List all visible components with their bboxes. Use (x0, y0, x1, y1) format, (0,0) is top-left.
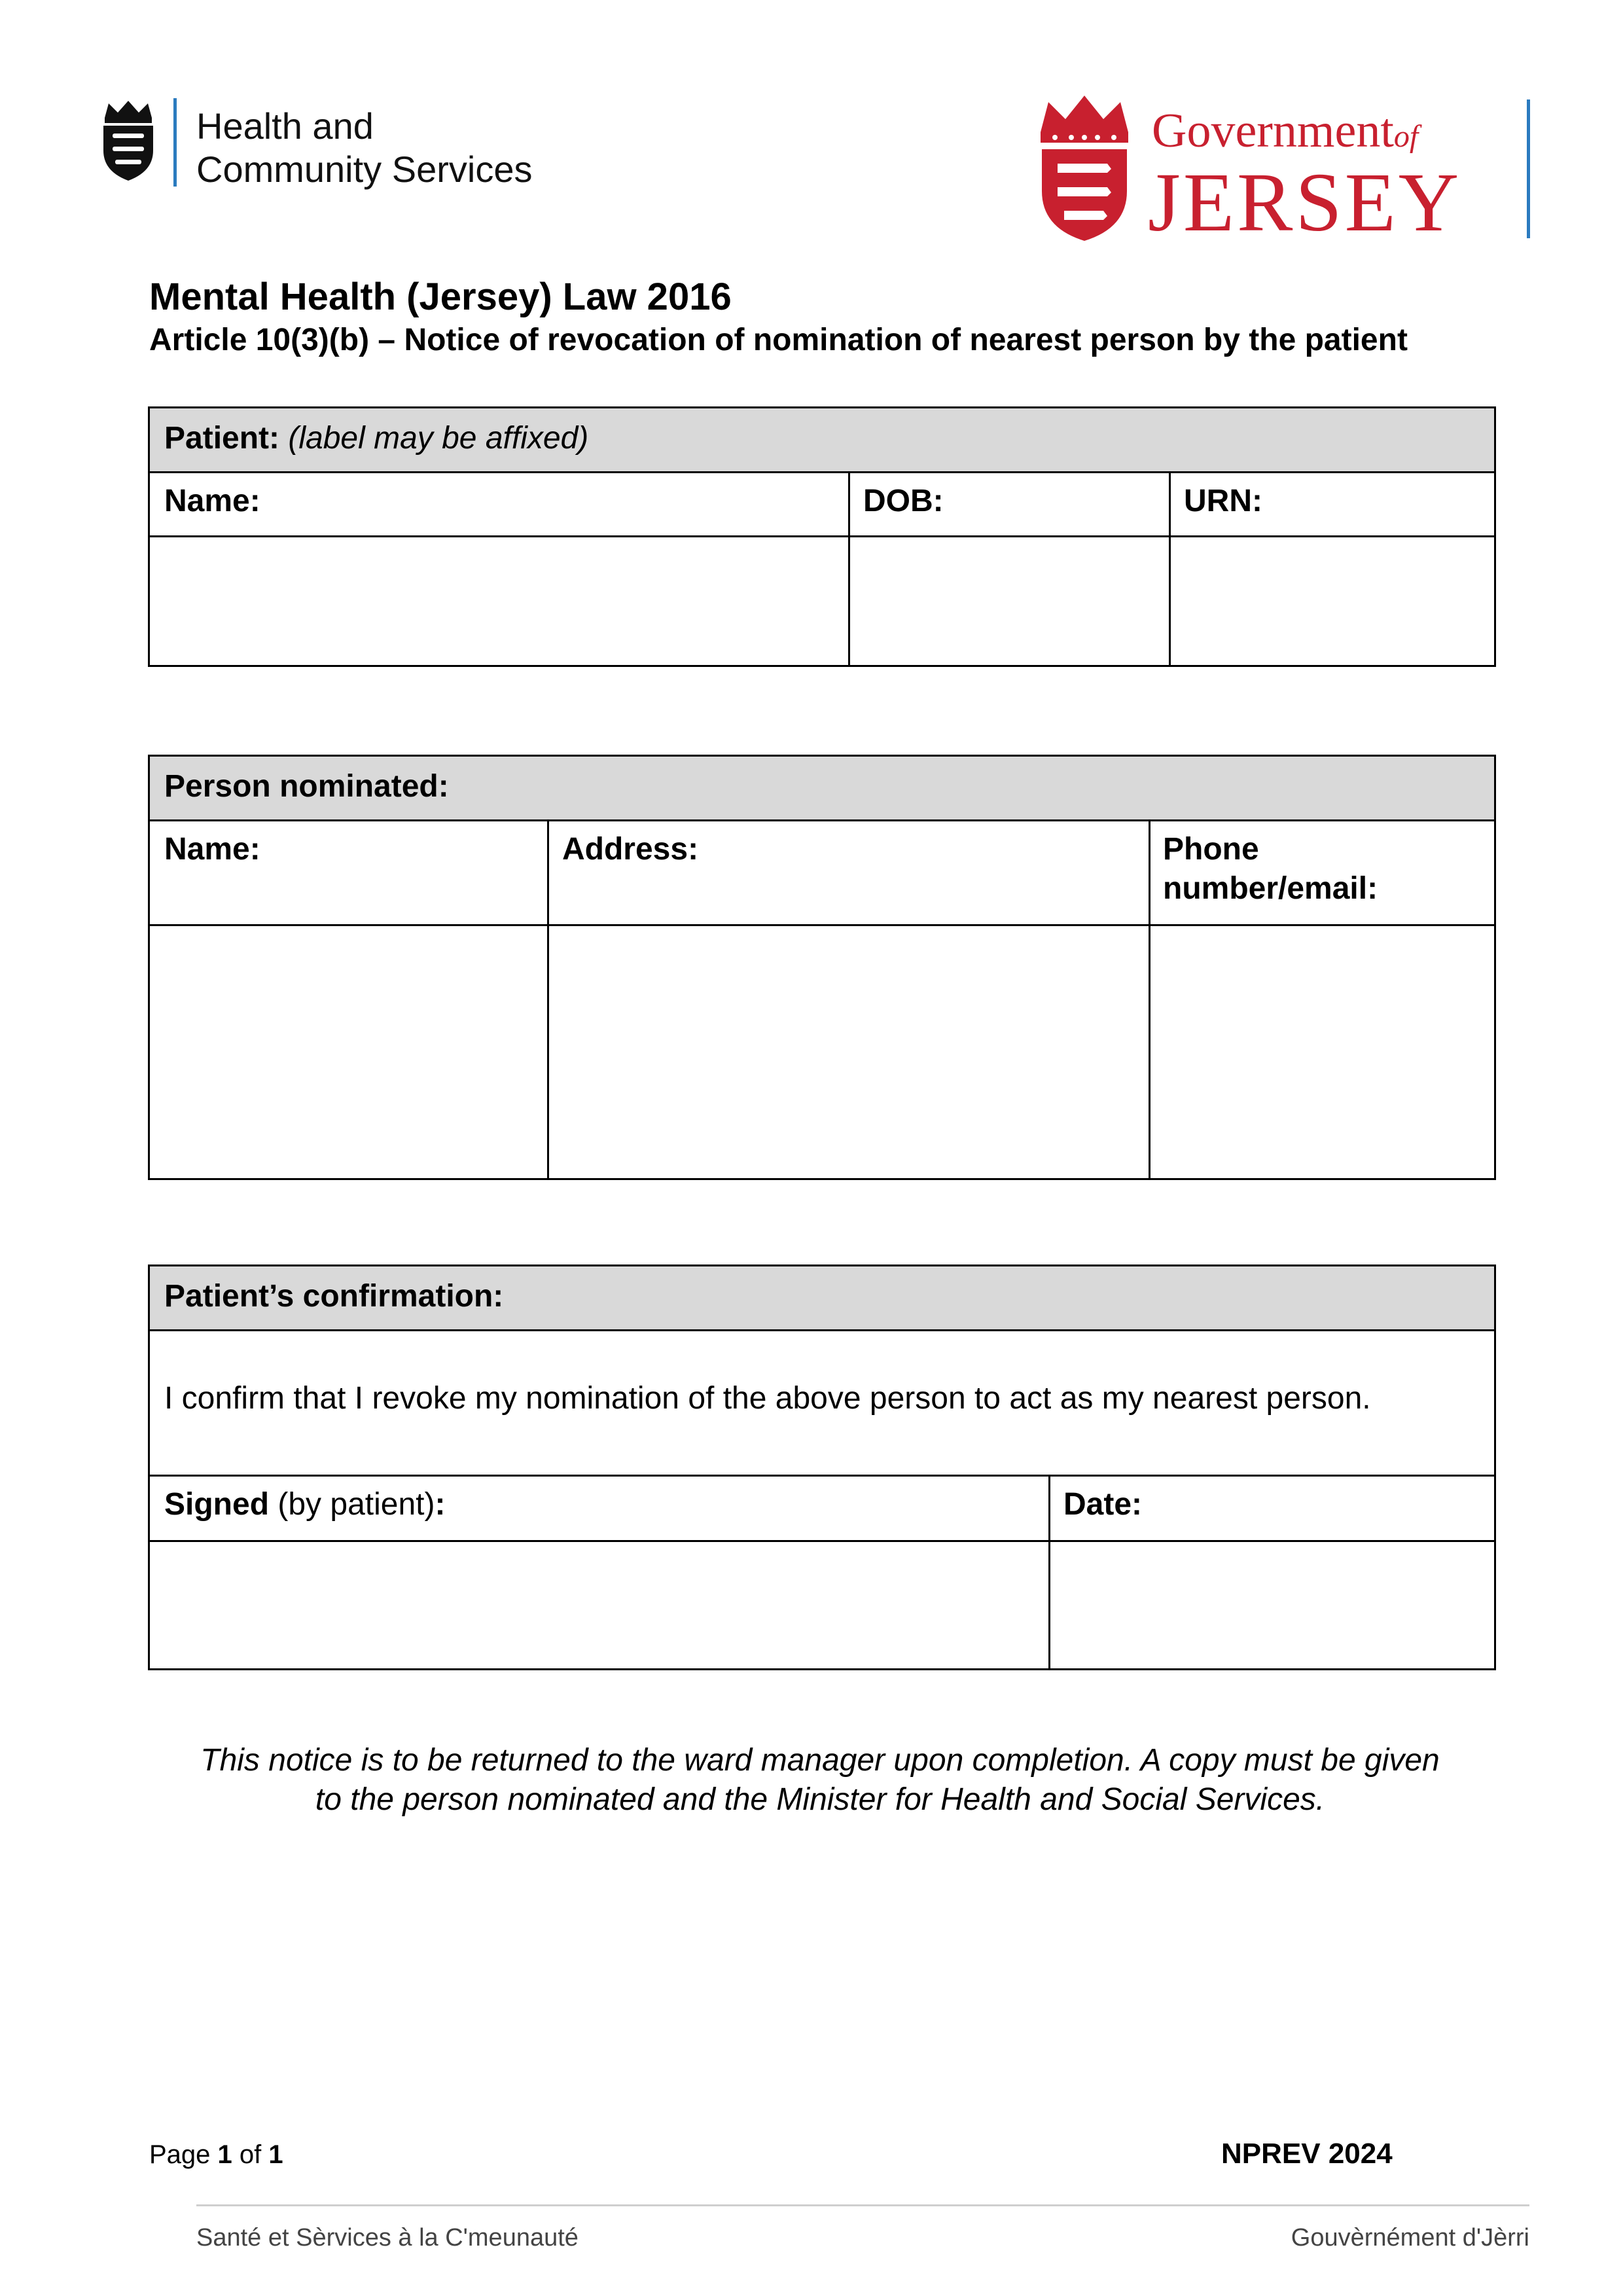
right-header-divider (1527, 99, 1530, 238)
nominated-phone-field[interactable] (1150, 926, 1494, 1178)
page-subtitle: Article 10(3)(b) – Notice of revocation of nomination of nearest person by the patient (149, 323, 1408, 357)
form-reference: NPREV 2024 (1221, 2138, 1393, 2170)
patient-name-field[interactable] (150, 537, 848, 665)
nominated-heading: Person nominated: (164, 769, 449, 804)
signature-field[interactable] (150, 1542, 1048, 1668)
wordmark-government: Government (1152, 104, 1394, 158)
footer-right-text: Gouvèrnément d'Jèrri (1291, 2224, 1529, 2251)
nominated-address-field[interactable] (549, 926, 1149, 1178)
patient-urn-field[interactable] (1171, 537, 1494, 665)
completion-note (149, 1741, 1491, 1820)
footer-left-text: Santé et Sèrvices à la C'meunauté (196, 2224, 579, 2251)
patient-name-label: Name: (164, 484, 260, 518)
page-title: Mental Health (Jersey) Law 2016 (149, 276, 732, 318)
nominated-person-table (148, 755, 1496, 1180)
government-crest-icon (1035, 93, 1133, 243)
patient-dob-field[interactable] (850, 537, 1169, 665)
confirmation-heading: Patient’s confirmation: (164, 1279, 504, 1314)
org-name-line1: Health and (196, 105, 374, 147)
wordmark-of: of (1393, 119, 1419, 154)
wordmark-jersey: JERSEY (1148, 156, 1462, 249)
completion-note-line2: to the person nominated and the Minister for Health and Social Services. (315, 1782, 1325, 1817)
patient-dob-label: DOB: (863, 484, 944, 518)
government-of-jersey-wordmark (1148, 104, 1462, 249)
patient-table (148, 406, 1496, 667)
page-number: Page 1 of 1 (149, 2140, 283, 2169)
confirmation-table (148, 1265, 1496, 1670)
patient-heading: Patient: (label may be affixed) (164, 421, 589, 456)
nominated-address-label: Address: (562, 832, 699, 867)
patient-heading-note: (label may be affixed) (288, 421, 589, 456)
nominated-name-field[interactable] (150, 926, 547, 1178)
header-divider (173, 98, 177, 187)
nominated-phone-label: Phone number/email: (1163, 832, 1378, 906)
nominated-name-label: Name: (164, 832, 260, 867)
signed-label: Signed (by patient): (164, 1487, 446, 1522)
date-field[interactable] (1050, 1542, 1494, 1668)
completion-note-line1: This notice is to be returned to the ward manager upon completion. A copy must be given (200, 1743, 1440, 1778)
org-name (196, 105, 532, 191)
org-name-line2: Community Services (196, 149, 533, 190)
patient-urn-label: URN: (1184, 484, 1262, 518)
hcs-crest-icon (98, 98, 158, 183)
date-label: Date: (1063, 1487, 1143, 1522)
confirmation-statement: I confirm that I revoke my nomination of the above person to act as my nearest person. (164, 1381, 1371, 1416)
footer-divider (196, 2204, 1529, 2206)
